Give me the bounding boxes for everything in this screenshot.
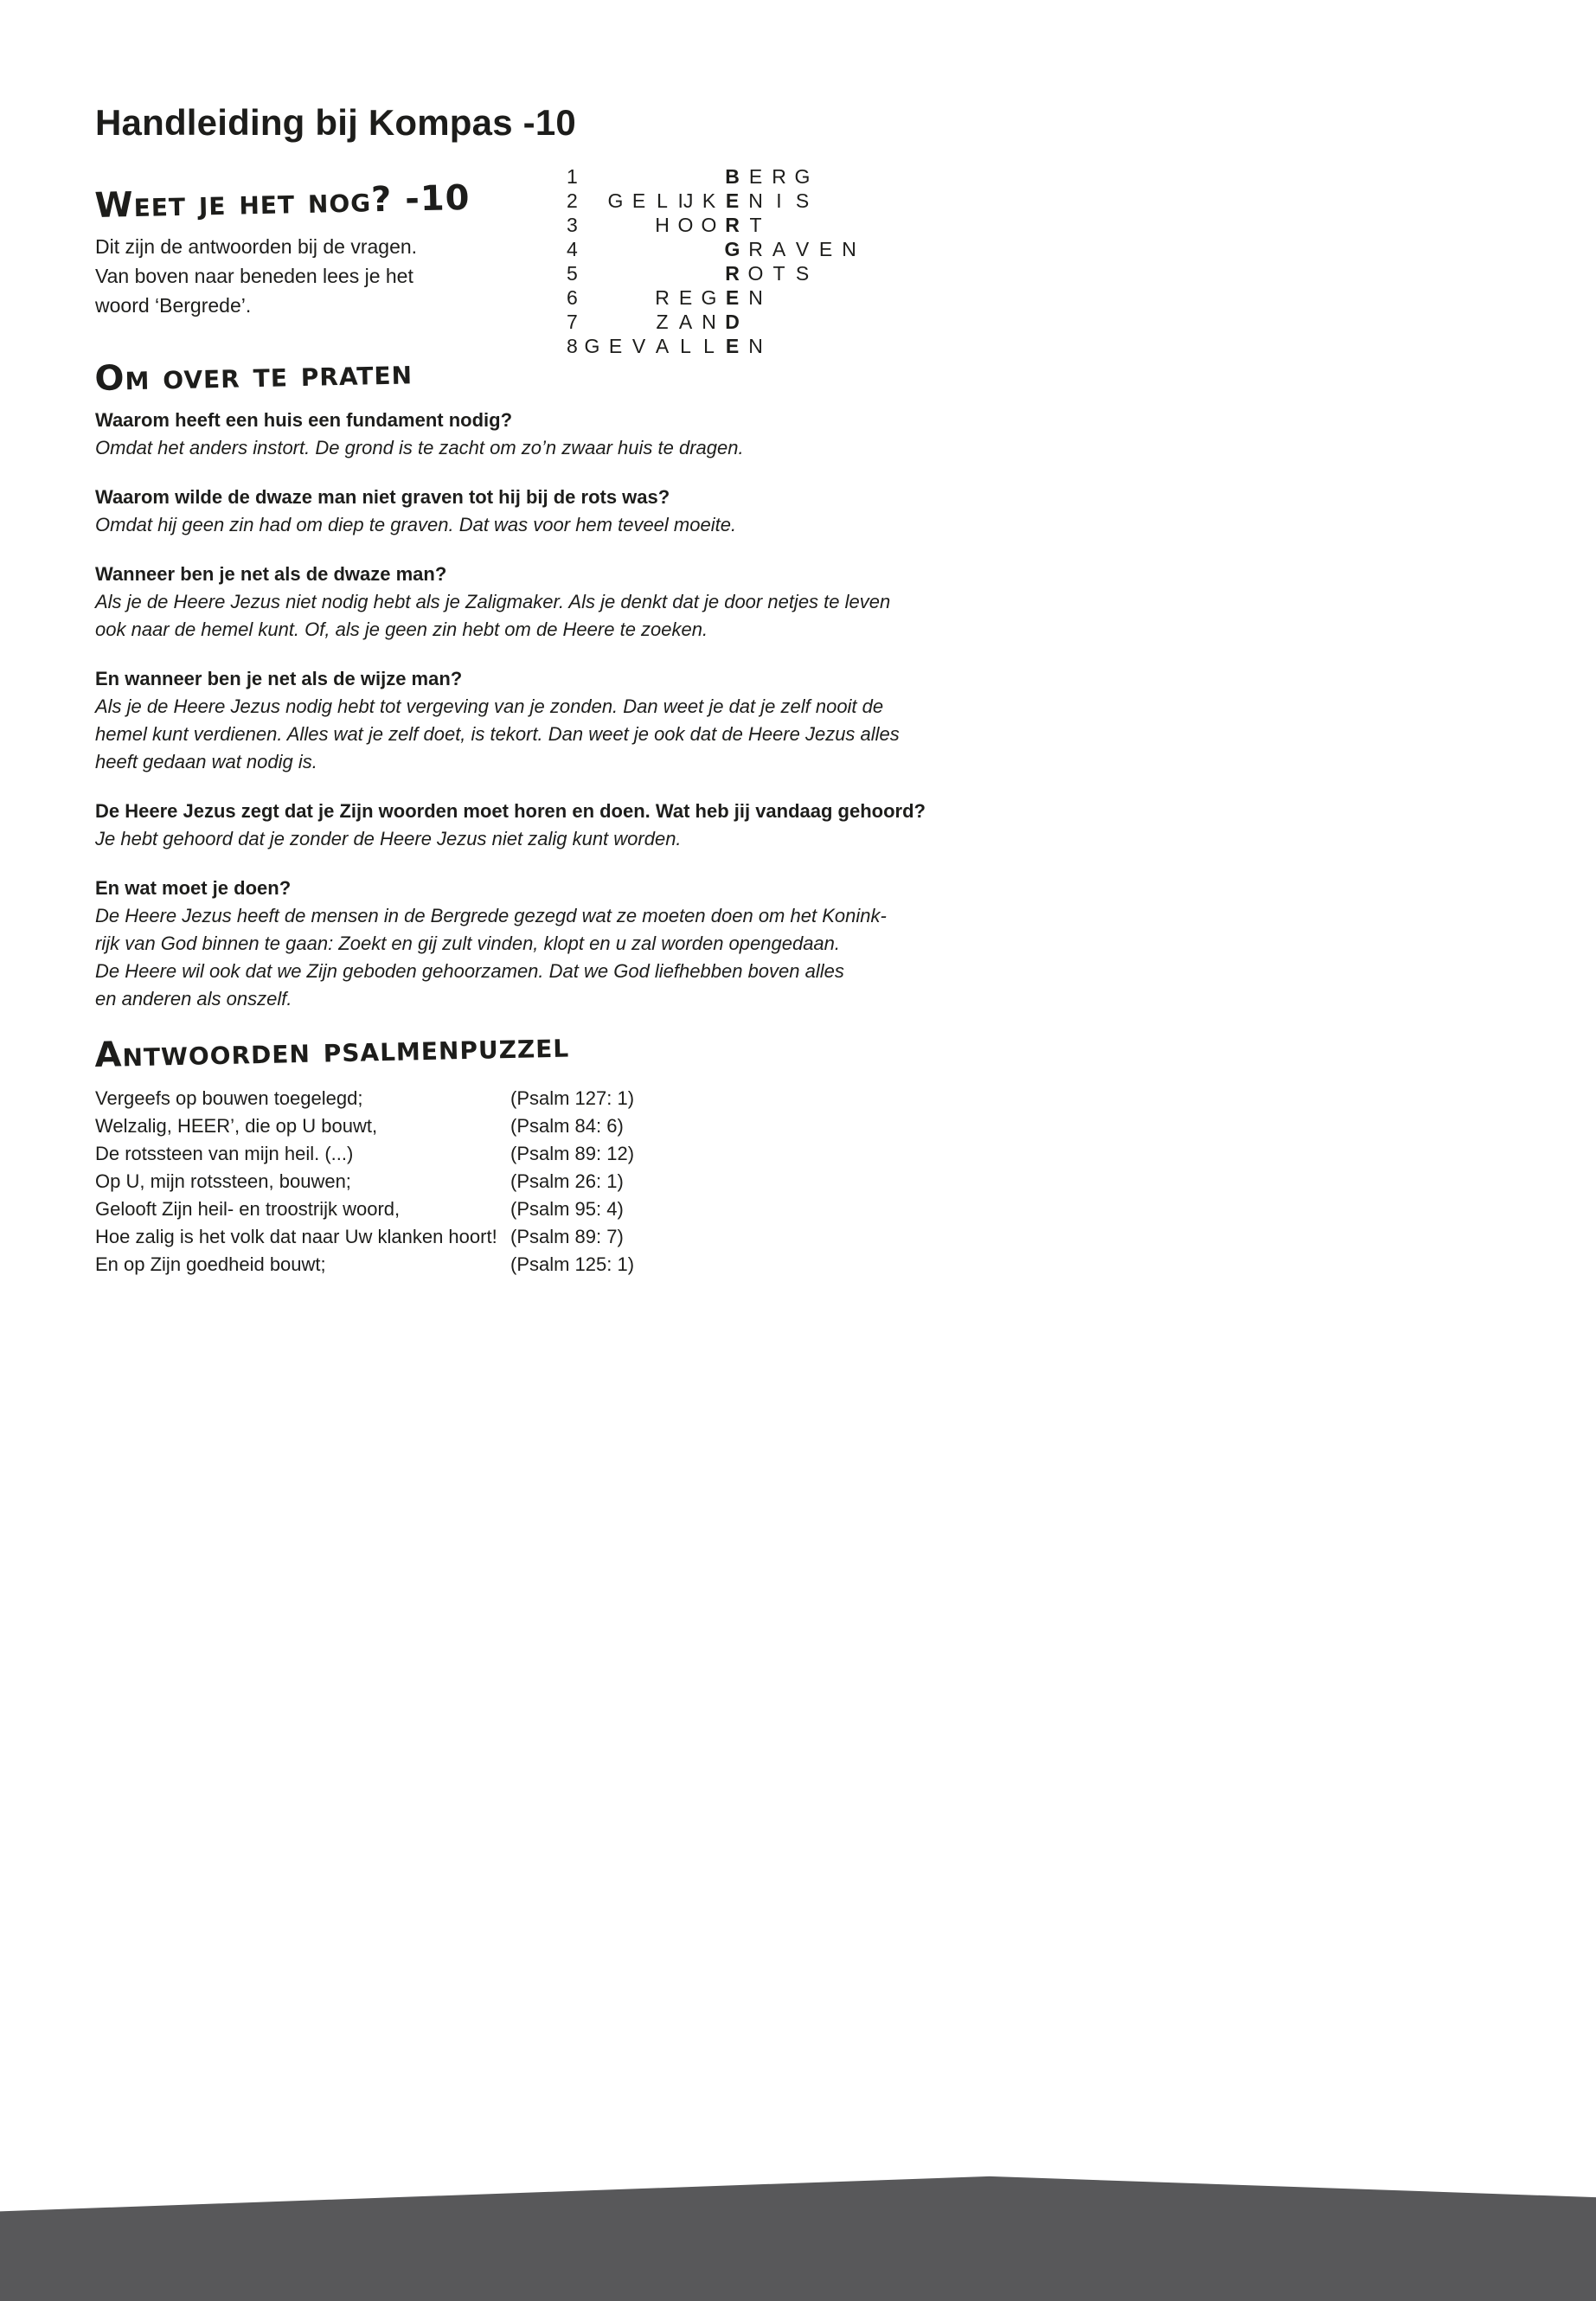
puzzle-letter: E — [631, 189, 646, 212]
puzzle-letter: R — [655, 286, 670, 309]
section-heading-weet-je-het-nog: Weet je het nog? -10 — [94, 177, 471, 227]
intro-paragraph — [95, 232, 969, 320]
puzzle-letter: I — [776, 189, 782, 212]
psalm-row — [95, 1085, 969, 1112]
puzzle-letter: T — [749, 214, 762, 236]
puzzle-highlight-letter: R — [725, 262, 740, 285]
qa-block — [95, 665, 969, 776]
puzzle-letter: G — [794, 165, 811, 188]
answer-line: De Heere wil ook dat we Zijn geboden gehoorzamen. Dat we God liefhebben boven alles — [95, 960, 844, 982]
puzzle-row-number: 4 — [567, 238, 578, 260]
psalm-row — [95, 1195, 969, 1223]
puzzle-highlight-letter: B — [725, 165, 740, 188]
question-line: Waarom heeft een huis een fundament nodig? — [95, 409, 513, 431]
qa-block — [95, 484, 969, 539]
puzzle-letter: A — [655, 335, 670, 357]
psalm-reference: (Psalm 26: 1) — [510, 1170, 624, 1192]
answer-line: heeft gedaan wat nodig is. — [95, 751, 317, 772]
footer-band — [0, 2161, 1596, 2301]
qa-block — [95, 561, 969, 644]
answer-line: Als je de Heere Jezus niet nodig hebt als je Zaligmaker. Als je denkt dat je door netjes te leven — [95, 591, 891, 612]
page-title: Handleiding bij Kompas -10 — [95, 102, 576, 143]
psalm-line-text: Gelooft Zijn heil- en troostrijk woord, — [95, 1198, 401, 1220]
puzzle-letter: IJ — [677, 189, 694, 212]
puzzle-letter: L — [657, 189, 668, 212]
psalm-line-text: Hoe zalig is het volk dat naar Uw klanken hoort! — [95, 1226, 497, 1247]
puzzle-highlight-letter: E — [725, 189, 740, 212]
psalm-line-text: Vergeefs op bouwen toegelegd; — [95, 1087, 363, 1109]
intro-line: Van boven naar beneden lees je het — [95, 265, 413, 287]
answer-line: De Heere Jezus heeft de mensen in de Bergrede gezegd wat ze moeten doen om het Konink- — [95, 905, 887, 926]
psalm-row — [95, 1112, 969, 1140]
answer-line: Omdat hij geen zin had om diep te graven. Dat was voor hem teveel moeite. — [95, 514, 737, 535]
puzzle-letter: Z — [656, 311, 669, 333]
psalm-reference: (Psalm 125: 1) — [510, 1253, 635, 1275]
puzzle-letter: R — [748, 238, 763, 260]
puzzle-row-number: 2 — [567, 189, 578, 212]
answer-line: en anderen als onszelf. — [95, 988, 292, 1009]
answer-line: rijk van God binnen te gaan: Zoekt en gij zult vinden, klopt en u zal worden opengedaan. — [95, 933, 841, 954]
puzzle-letter: N — [748, 286, 763, 309]
question-answer-list — [95, 407, 969, 1013]
qa-block — [95, 798, 969, 853]
answer-line: hemel kunt verdienen. Alles wat je zelf doet, is tekort. Dan weet je ook dat de Heere Jezus alles — [95, 723, 900, 745]
answer-line: Omdat het anders instort. De grond is te zacht om zo’n zwaar huis te dragen. — [95, 437, 744, 458]
puzzle-letter: A — [772, 238, 786, 260]
psalm-row — [95, 1223, 969, 1251]
answer-line: ook naar de hemel kunt. Of, als je geen zin hebt om de Heere te zoeken. — [95, 619, 708, 640]
puzzle-row-number: 7 — [567, 311, 578, 333]
puzzle-letter: G — [584, 335, 600, 357]
puzzle-highlight-letter: G — [724, 238, 740, 260]
question-line: En wanneer ben je net als de wijze man? — [95, 668, 463, 689]
psalm-row — [95, 1251, 969, 1279]
section-heading-om-over-te-praten: Om over te praten — [94, 352, 413, 400]
question-line: En wat moet je doen? — [95, 877, 292, 899]
psalm-reference: (Psalm 89: 7) — [510, 1226, 624, 1247]
puzzle-letter: O — [701, 214, 717, 236]
intro-line: Dit zijn de antwoorden bij de vragen. — [95, 235, 418, 258]
psalm-answer-list — [95, 1085, 969, 1279]
psalm-line-text: Op U, mijn rotssteen, bouwen; — [95, 1170, 351, 1192]
puzzle-row-number: 3 — [567, 214, 578, 236]
psalm-line-text: De rotssteen van mijn heil. (...) — [95, 1143, 354, 1164]
question-line: Wanneer ben je net als de dwaze man? — [95, 563, 447, 585]
puzzle-highlight-letter: D — [725, 311, 740, 333]
puzzle-letter: T — [772, 262, 785, 285]
puzzle-letter: N — [702, 311, 716, 333]
psalm-line-text: Welzalig, HEER’, die op U bouwt, — [95, 1115, 378, 1137]
puzzle-letter: L — [703, 335, 715, 357]
psalm-reference: (Psalm 84: 6) — [510, 1115, 624, 1137]
puzzle-letter: O — [677, 214, 694, 236]
puzzle-letter: S — [795, 189, 810, 212]
puzzle-letter: O — [747, 262, 764, 285]
puzzle-letter: E — [608, 335, 623, 357]
puzzle-letter: R — [772, 165, 786, 188]
question-line: Waarom wilde de dwaze man niet graven tot hij bij de rots was? — [95, 486, 670, 508]
puzzle-letter: E — [748, 165, 763, 188]
puzzle-letter: S — [795, 262, 810, 285]
puzzle-letter: A — [678, 311, 693, 333]
psalm-row — [95, 1168, 969, 1195]
puzzle-highlight-letter: E — [725, 286, 740, 309]
puzzle-letter: E — [678, 286, 693, 309]
answer-line: Je hebt gehoord dat je zonder de Heere Jezus niet zalig kunt worden. — [95, 828, 682, 849]
puzzle-letter: L — [680, 335, 691, 357]
answer-line: Als je de Heere Jezus nodig hebt tot vergeving van je zonden. Dan weet je dat je zelf nooit de — [95, 695, 884, 717]
puzzle-letter: K — [702, 189, 716, 212]
qa-block — [95, 875, 969, 1013]
qa-block — [95, 407, 969, 462]
main-text-column — [95, 102, 969, 1279]
puzzle-row-number: 1 — [567, 165, 578, 188]
psalm-reference: (Psalm 89: 12) — [510, 1143, 635, 1164]
question-line: De Heere Jezus zegt dat je Zijn woorden moet horen en doen. Wat heb jij vandaag gehoord? — [95, 800, 926, 822]
section-heading-antwoorden-psalmenpuzzel: Antwoorden psalmenpuzzel — [94, 1025, 570, 1076]
puzzle-letter: H — [655, 214, 670, 236]
intro-line: woord ‘Bergrede’. — [95, 294, 252, 317]
puzzle-letter: N — [748, 189, 763, 212]
puzzle-letter: V — [795, 238, 810, 260]
puzzle-letter: G — [701, 286, 717, 309]
puzzle-letter: N — [842, 238, 856, 260]
puzzle-letter: G — [607, 189, 624, 212]
puzzle-letter: E — [818, 238, 833, 260]
puzzle-letter: V — [631, 335, 646, 357]
puzzle-row-number: 8 — [567, 335, 578, 357]
puzzle-row-number: 6 — [567, 286, 578, 309]
psalm-line-text: En op Zijn goedheid bouwt; — [95, 1253, 326, 1275]
psalm-reference: (Psalm 127: 1) — [510, 1087, 635, 1109]
puzzle-highlight-letter: E — [725, 335, 740, 357]
puzzle-highlight-letter: R — [725, 214, 740, 236]
puzzle-row-number: 5 — [567, 262, 578, 285]
psalm-reference: (Psalm 95: 4) — [510, 1198, 624, 1220]
puzzle-letter: N — [748, 335, 763, 357]
psalm-row — [95, 1140, 969, 1168]
